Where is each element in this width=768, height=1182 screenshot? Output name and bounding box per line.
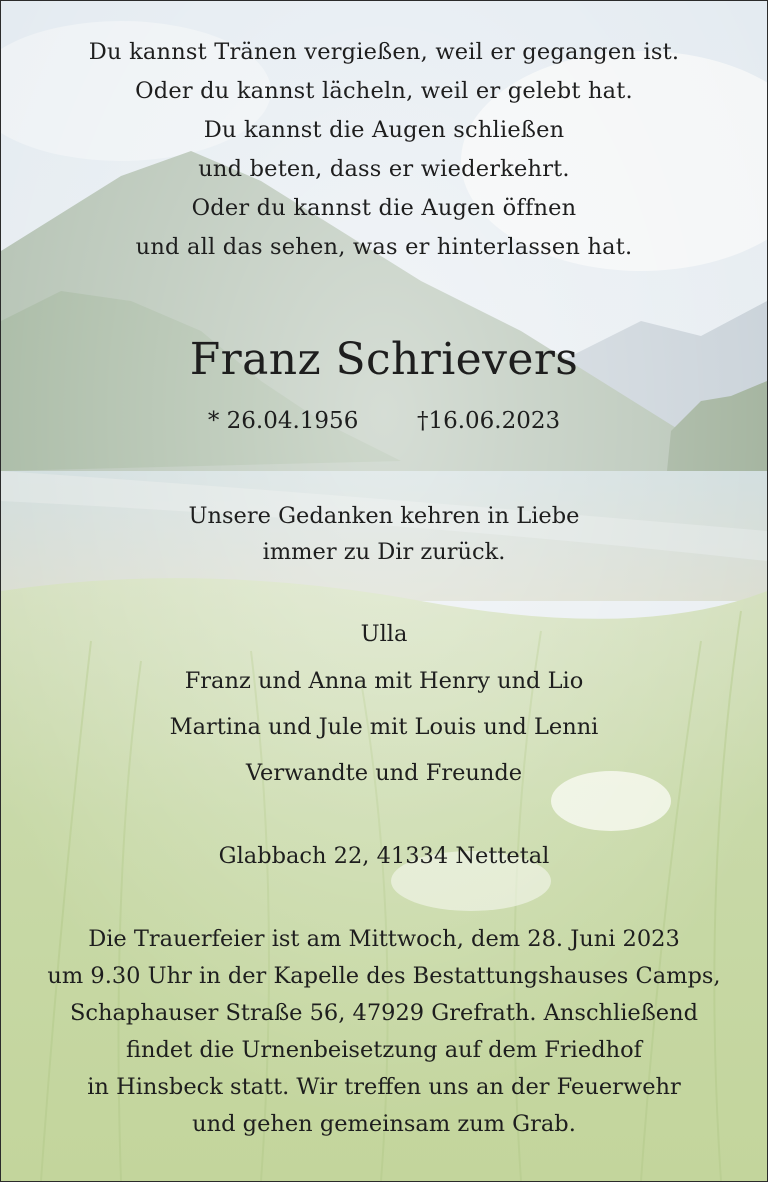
mourner-name: Franz und Anna mit Henry und Lio: [184, 668, 584, 694]
poem-line: und all das sehen, was er hinterlassen hat.: [135, 234, 633, 260]
death-date: †16.06.2023: [416, 408, 561, 434]
deceased-name: Franz Schrievers: [189, 334, 579, 385]
funeral-notice-line: findet die Urnenbeisetzung auf dem Friedhof: [126, 1037, 642, 1063]
funeral-notice-line: um 9.30 Uhr in der Kapelle des Bestattungshauses Camps,: [47, 963, 721, 989]
funeral-notice-line: und gehen gemeinsam zum Grab.: [192, 1111, 576, 1137]
poem-line: Du kannst Tränen vergießen, weil er gegangen ist.: [88, 39, 680, 65]
poem-line: Oder du kannst lächeln, weil er gelebt hat.: [135, 78, 633, 104]
family-address: Glabbach 22, 41334 Nettetal: [218, 843, 550, 869]
funeral-notice-line: Die Trauerfeier ist am Mittwoch, dem 28. Juni 2023: [88, 926, 680, 952]
thought-line: Unsere Gedanken kehren in Liebe: [188, 503, 580, 529]
obituary-text: [1, 1, 767, 1181]
life-dates: [1, 408, 767, 434]
mourner-name: Martina und Jule mit Louis und Lenni: [169, 714, 599, 740]
funeral-notice-line: Schaphauser Straße 56, 47929 Grefrath. Anschließend: [70, 1000, 698, 1026]
birth-date: * 26.04.1956: [207, 408, 359, 434]
thought-line: immer zu Dir zurück.: [262, 539, 506, 565]
poem-line: Du kannst die Augen schließen: [203, 117, 565, 143]
poem-line: Oder du kannst die Augen öffnen: [191, 195, 577, 221]
mourner-name: Verwandte und Freunde: [245, 760, 523, 786]
mourner-name: Ulla: [360, 621, 408, 647]
poem-line: und beten, dass er wiederkehrt.: [198, 156, 570, 182]
funeral-notice-line: in Hinsbeck statt. Wir treffen uns an der Feuerwehr: [87, 1074, 681, 1100]
